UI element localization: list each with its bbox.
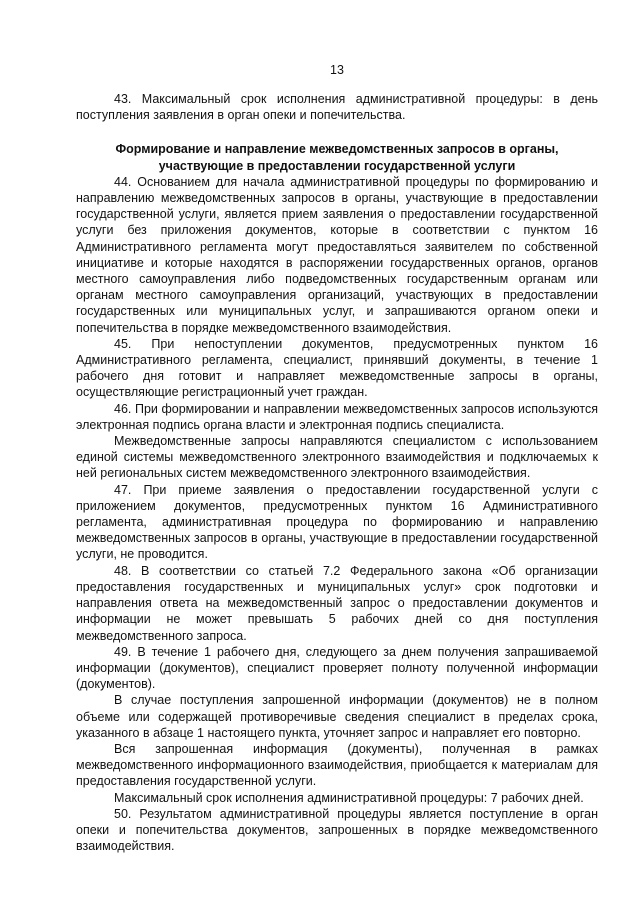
paragraph-45: 45. При непоступлении документов, предусмотренных пунктом 16 Административного регламента, специалист, принявший документы, в течение 1 рабочего дня готовит и направляет межведомственные запросы в органы, осуществляющие регистрационный учет граждан. [76,336,598,400]
paragraph-46-continued: Межведомственные запросы направляются специалистом с использованием единой системы межведомственного электронного взаимодействия и подключаемых к ней региональных систем межведомственного электронного взаимодействия. [76,434,598,481]
paragraph-49-continued-3: Максимальный срок исполнения административной процедуры: 7 рабочих дней. [114,790,584,805]
section-heading [76,141,598,173]
paragraph-49: 49. В течение 1 рабочего дня, следующего за днем получения запрашиваемой информации (документов), специалист проверяет полноту полученной информации (документов). [76,644,598,692]
paragraph-50: 50. Результатом административной процедуры является поступление в орган опеки и попечительства документов, запрошенных в порядке межведомственного взаимодействия. [76,806,598,854]
section-heading-line-1: Формирование и направление межведомственных запросов в органы, [115,142,559,157]
paragraph-44: 44. Основанием для начала административной процедуры по формированию и направлению межведомственных запросов в органы, участвующие в предоставлении государственной услуги, является прием заявления о предоставлении государственной услуги без приложения документов, которые в соответствии с пунктом 16 Административного регламента могут предоставляться заявителем по собственной инициативе и которые находятся в распоряжении государственных органов, органов местного самоуправления либо подведомственных государственным органам или органам местного самоуправления организаций, участвующих в предоставлении государственных или муниципальных услуг, и запрашиваются органом опеки и попечительства в порядке межведомственного взаимодействия. [76,174,598,335]
paragraph-47: 47. При приеме заявления о предоставлении государственной услуги с приложением документов, предусмотренных пунктом 16 Административного регламента, административная процедура по формированию и направлению межведомственных запросов в органы, участвующие в предоставлении государственной услуги, не проводится. [76,482,598,562]
paragraph-49-continued-1: В случае поступления запрошенной информации (документов) не в полном объеме или содержащей противоречивые сведения специалист в пределах срока, указанного в абзаце 1 настоящего пункта, уточняет запрос и направляет его повторно. [76,693,598,740]
section-heading-line-2: участвующие в предоставлении государственной услуги [158,158,516,173]
paragraph-48: 48. В соответствии со статьей 7.2 Федерального закона «Об организации предоставления государственных и муниципальных услуг» срок подготовки и направления ответа на межведомственный запрос о предоставлении документов и информации не может превышать 5 рабочих дней со дня поступления межведомственного запроса. [76,563,598,643]
paragraph-49-continued-2: Вся запрошенная информация (документы), полученная в рамках межведомственного информационного взаимодействия, приобщается к материалам для предоставления государственной услуги. [76,741,598,789]
paragraph-46: 46. При формировании и направлении межведомственных запросов используются электронная подпись органа власти и электронная подпись специалиста. [76,401,598,432]
paragraph-43: 43. Максимальный срок исполнения административной процедуры: в день поступления заявления в орган опеки и попечительства. [76,92,598,123]
page-number: 13 [330,63,344,77]
